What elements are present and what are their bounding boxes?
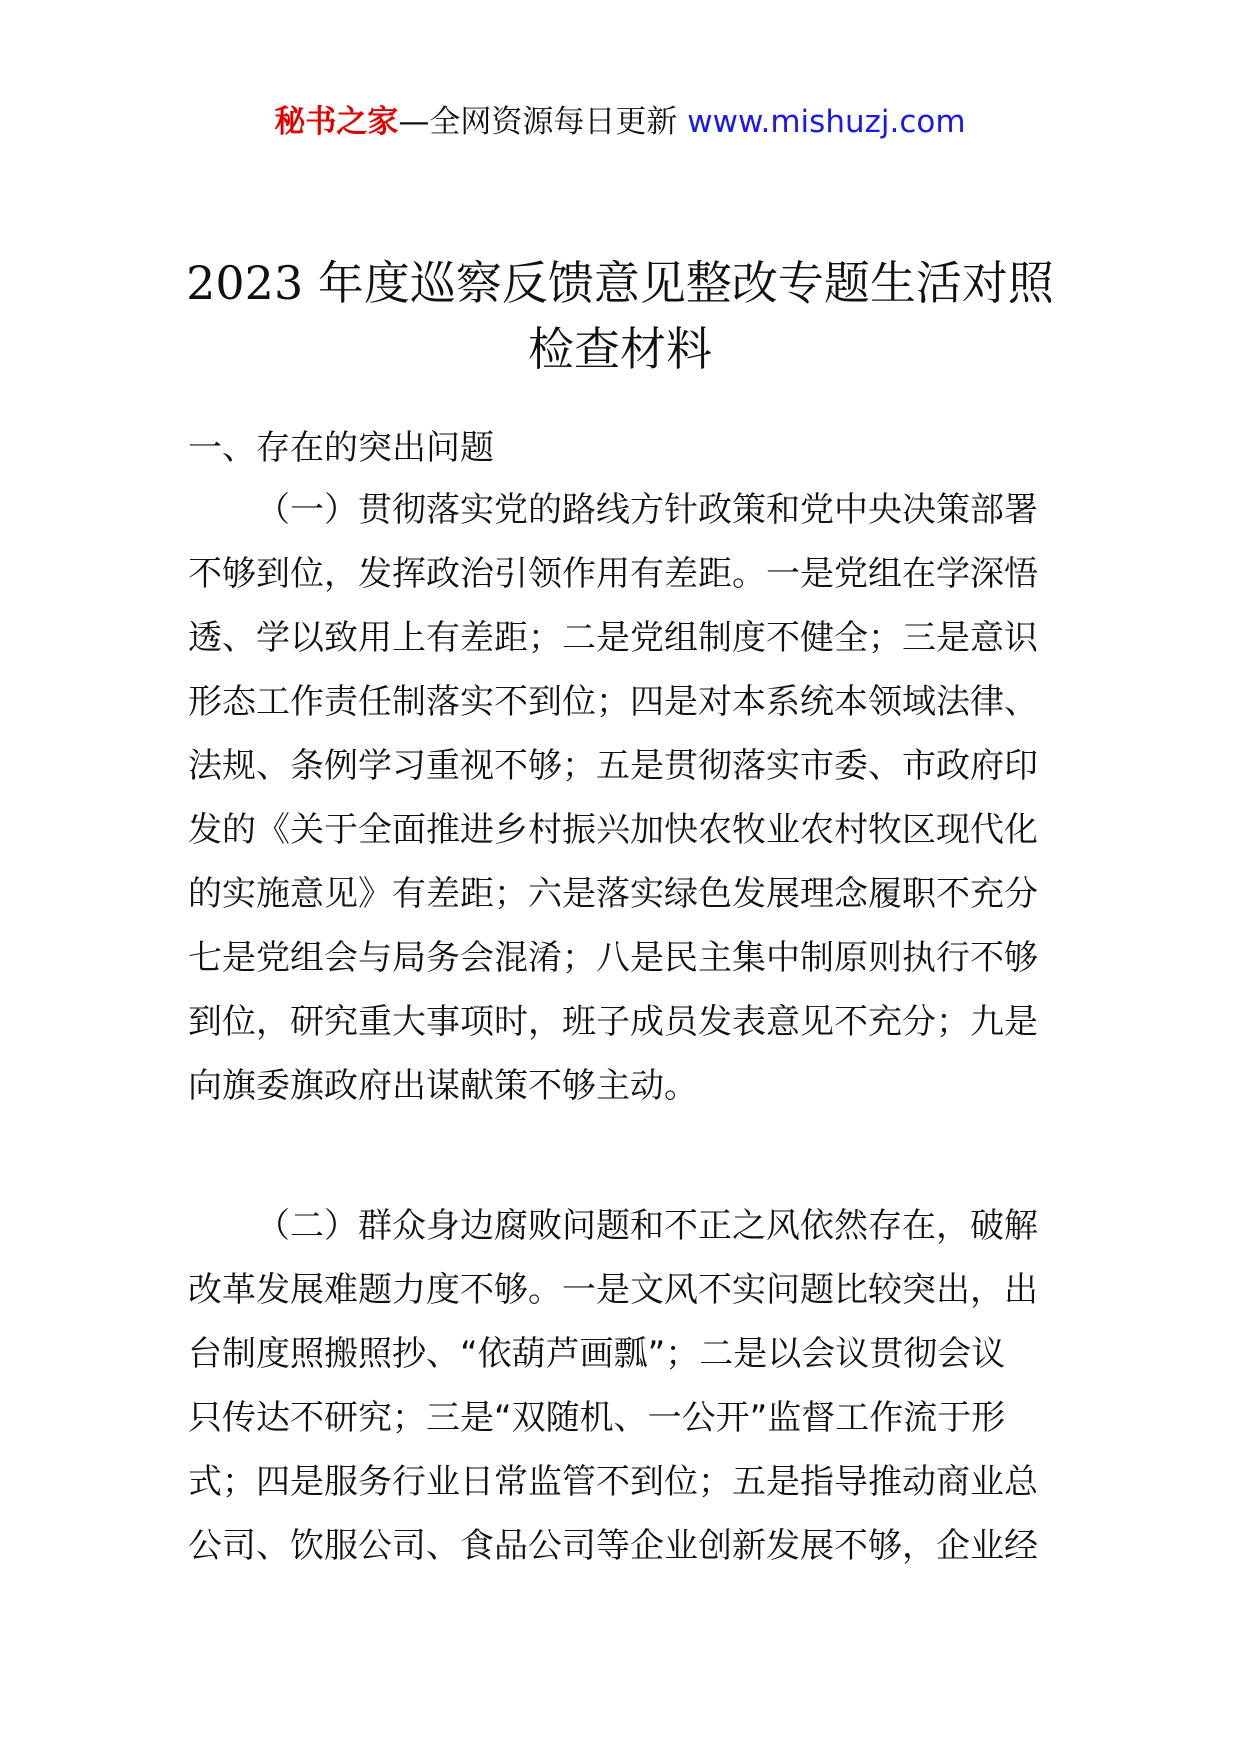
paragraph-2 — [188, 1194, 1056, 1578]
paragraph-line: 公司、饮服公司、食品公司等企业创新发展不够，企业经 — [188, 1526, 1038, 1566]
paragraph-line: 发的《关于全面推进乡村振兴加快农牧业农村牧区现代化 — [188, 810, 1038, 850]
paragraph-line: 透、学以致用上有差距；二是党组制度不健全；三是意识 — [188, 618, 1038, 658]
paragraph-line: 七是党组会与局务会混淆；八是民主集中制原则执行不够 — [188, 938, 1038, 978]
paragraph-line: 只传达不研究；三是“双随机、一公开”监督工作流于形 — [188, 1398, 1006, 1438]
paragraph-1 — [188, 478, 1056, 1118]
paragraph-line: 法规、条例学习重视不够；五是贯彻落实市委、市政府印 — [188, 746, 1038, 786]
site-url-link[interactable]: www.mishuzj.com — [687, 104, 966, 140]
paragraph-line: （二）群众身边腐败问题和不正之风依然存在，破解 — [256, 1206, 1038, 1246]
header-slogan: —全网资源每日更新 — [398, 104, 678, 140]
paragraph-line: 不够到位，发挥政治引领作用有差距。一是党组在学深悟 — [188, 554, 1038, 594]
paragraph-line: 改革发展难题力度不够。一是文风不实问题比较突出，出 — [188, 1270, 1038, 1310]
title-line-2: 检查材料 — [528, 322, 712, 376]
paragraph-line: 向旗委旗政府出谋献策不够主动。 — [188, 1066, 698, 1106]
title-line-1: 2023 年度巡察反馈意见整改专题生活对照 — [186, 256, 1054, 310]
paragraph-line: 的实施意见》有差距；六是落实绿色发展理念履职不充分 — [188, 874, 1038, 914]
paragraph-line: （一）贯彻落实党的路线方针政策和党中央决策部署 — [256, 490, 1038, 530]
paragraph-line: 形态工作责任制落实不到位；四是对本系统本领域法律、 — [188, 682, 1038, 722]
section-heading: 一、存在的突出问题 — [188, 428, 494, 468]
document-title — [100, 250, 1140, 382]
brand-name: 秘书之家 — [274, 104, 399, 140]
paragraph-line: 台制度照搬照抄、“依葫芦画瓢”；二是以会议贯彻会议 — [188, 1334, 1006, 1374]
paragraph-line: 到位，研究重大事项时，班子成员发表意见不充分；九是 — [188, 1002, 1038, 1042]
site-header — [0, 100, 1240, 144]
paragraph-line: 式；四是服务行业日常监管不到位；五是指导推动商业总 — [188, 1462, 1038, 1502]
